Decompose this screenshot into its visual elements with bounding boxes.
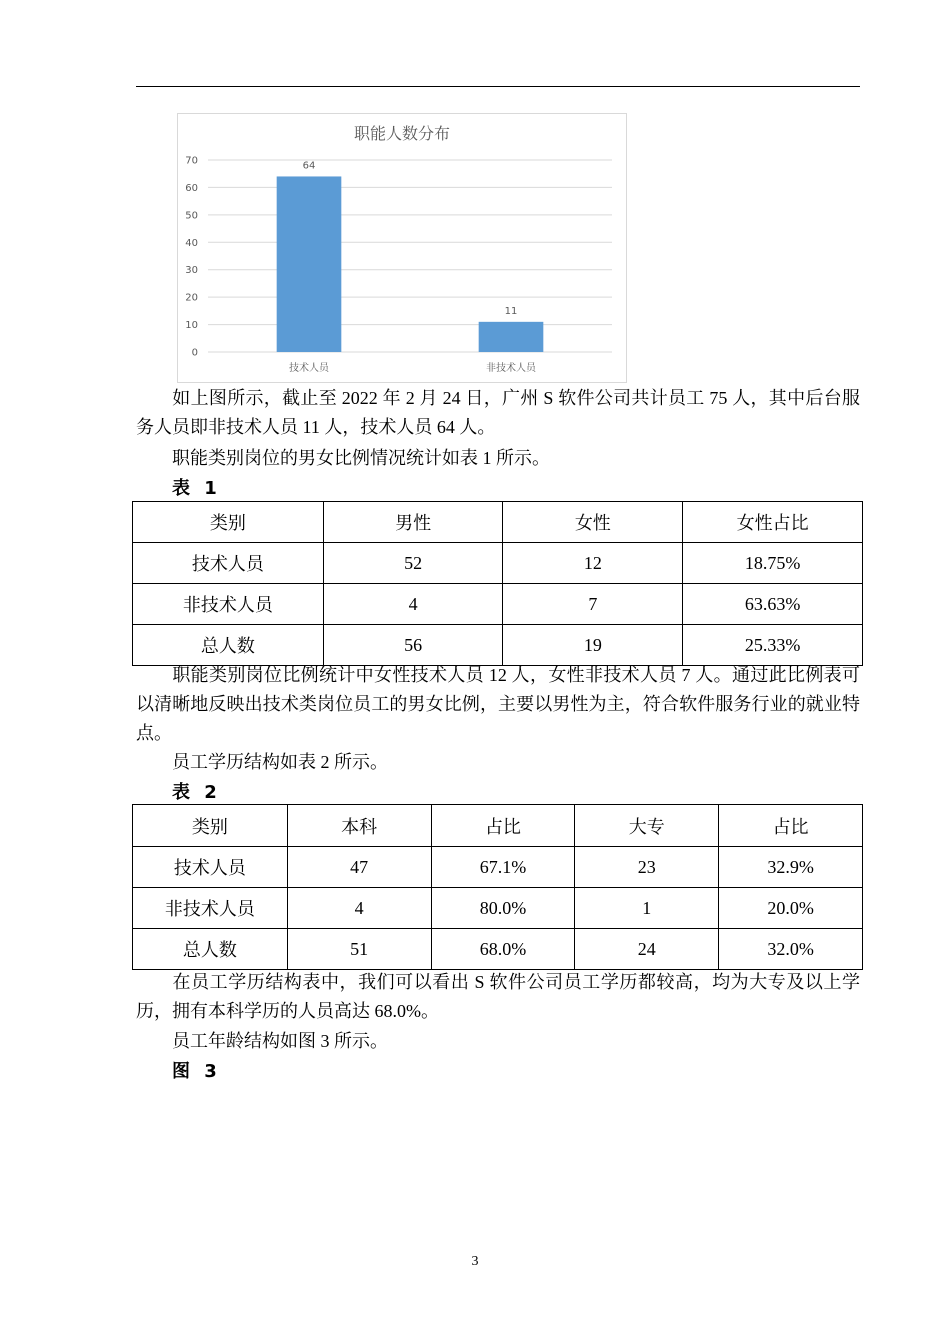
paragraph-table2-intro [136, 748, 860, 777]
table-cell: 32.0% [719, 929, 863, 970]
table-cell: 63.63% [683, 584, 863, 625]
table-cell: 总人数 [133, 929, 288, 970]
table-row [133, 584, 863, 625]
table-row [133, 847, 863, 888]
paragraph-text: 在员工学历结构表中，我们可以看出 S 软件公司员工学历都较高，均为大专及以上学历，拥有本科学历的人员高达 68.0%。 [136, 972, 860, 1021]
table-cell: 80.0% [431, 888, 575, 929]
y-tick-label: 40 [185, 237, 198, 249]
table-header-cell: 女性占比 [683, 502, 863, 543]
table-header-cell: 占比 [431, 805, 575, 847]
table-header-cell: 女性 [503, 502, 683, 543]
table-cell: 总人数 [133, 625, 324, 666]
table-cell: 47 [287, 847, 431, 888]
paragraph-text: 如上图所示，截止至 2022 年 2 月 24 日，广州 S 软件公司共计员工 75 人，其中后台服务人员即非技术人员 11 人，技术人员 64 人。 [136, 388, 860, 437]
paragraph-text: 员工年龄结构如图 3 所示。 [172, 1031, 388, 1051]
table-cell: 7 [503, 584, 683, 625]
table-cell: 56 [323, 625, 503, 666]
chart-title: 职能人数分布 [353, 124, 451, 143]
paragraph-text: 员工学历结构如表 2 所示。 [172, 752, 388, 772]
figure3-caption: 图 3 [172, 1061, 221, 1082]
header-rule [136, 86, 860, 87]
table-cell: 1 [575, 888, 719, 929]
education-structure-table [132, 804, 863, 970]
table2-caption: 表 2 [172, 782, 221, 803]
table-cell: 非技术人员 [133, 584, 324, 625]
table-header-cell: 本科 [287, 805, 431, 847]
gender-ratio-table [132, 501, 863, 666]
table-header-row [133, 805, 863, 847]
table-cell: 12 [503, 543, 683, 584]
bar [479, 322, 544, 352]
paragraph-figure3-intro [136, 1027, 860, 1056]
x-tick-label: 技术人员 [289, 363, 329, 374]
table-cell: 18.75% [683, 543, 863, 584]
table-row [133, 929, 863, 970]
y-tick-label: 30 [185, 265, 198, 277]
y-tick-label: 0 [191, 347, 198, 359]
bar [277, 176, 342, 352]
table-cell: 技术人员 [133, 847, 288, 888]
data-label: 64 [302, 160, 316, 172]
bar-chart-svg [178, 114, 626, 382]
page-number: 3 [471, 1254, 479, 1269]
table-cell: 23 [575, 847, 719, 888]
paragraph-table1-summary [136, 661, 860, 748]
table-cell: 20.0% [719, 888, 863, 929]
table-cell: 非技术人员 [133, 888, 288, 929]
paragraph-chart-summary [136, 384, 860, 442]
y-tick-label: 10 [185, 320, 198, 332]
table-header-cell: 男性 [323, 502, 503, 543]
data-label: 11 [504, 305, 518, 317]
table-cell: 24 [575, 929, 719, 970]
table-row [133, 625, 863, 666]
y-tick-label: 20 [185, 292, 198, 304]
table-header-cell: 类别 [133, 502, 324, 543]
y-tick-label: 60 [185, 182, 198, 194]
table-cell: 52 [323, 543, 503, 584]
table-cell: 技术人员 [133, 543, 324, 584]
table1-caption: 表 1 [172, 478, 221, 499]
table-cell: 68.0% [431, 929, 575, 970]
table-cell: 19 [503, 625, 683, 666]
table-cell: 51 [287, 929, 431, 970]
paragraph-text: 职能类别岗位比例统计中女性技术人员 12 人，女性非技术人员 7 人。通过此比例表可以清晰地反映出技术类岗位员工的男女比例，主要以男性为主，符合软件服务行业的就业特点。 [136, 665, 860, 743]
x-tick-label: 非技术人员 [486, 363, 536, 374]
paragraph-text: 职能类别岗位的男女比例情况统计如表 1 所示。 [172, 448, 550, 468]
table-row [133, 888, 863, 929]
y-tick-label: 70 [185, 155, 198, 167]
paragraph-table2-summary [136, 968, 860, 1026]
table-cell: 4 [323, 584, 503, 625]
table-header-cell: 占比 [719, 805, 863, 847]
table-cell: 4 [287, 888, 431, 929]
table-header-cell: 类别 [133, 805, 288, 847]
table-row [133, 543, 863, 584]
bar-chart [177, 113, 627, 383]
table-cell: 25.33% [683, 625, 863, 666]
table-header-row [133, 502, 863, 543]
paragraph-table1-intro [136, 444, 860, 473]
table-cell: 32.9% [719, 847, 863, 888]
table-header-cell: 大专 [575, 805, 719, 847]
y-tick-label: 50 [185, 210, 198, 222]
table-cell: 67.1% [431, 847, 575, 888]
